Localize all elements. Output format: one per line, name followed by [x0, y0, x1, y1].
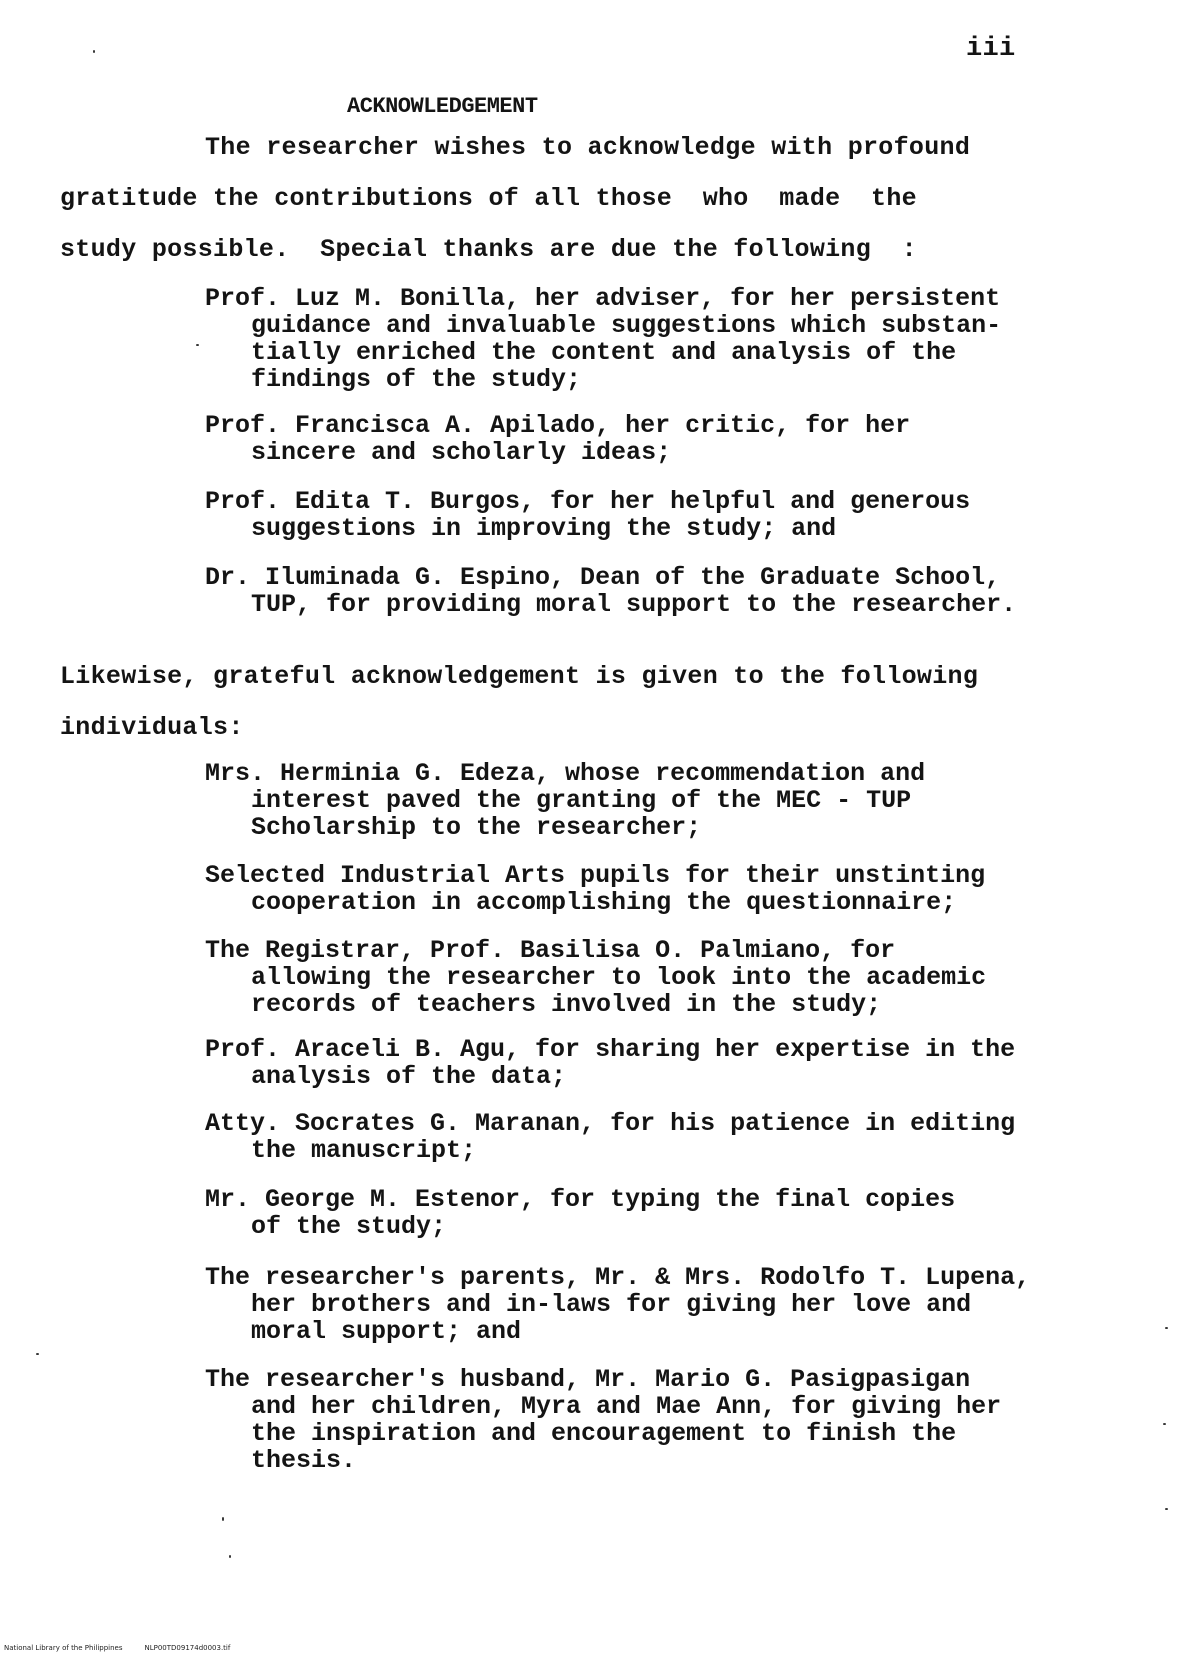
entry-line: The researcher's parents, Mr. & Mrs. Rodolfo T. Lupena, [205, 1263, 1031, 1292]
intro-line-1: The researcher wishes to acknowledge with profound [205, 133, 971, 162]
entry-line: and her children, Myra and Mae Ann, for giving her [251, 1392, 1002, 1421]
entry-line: the inspiration and encouragement to finish the [251, 1419, 957, 1448]
entry-line: Mrs. Herminia G. Edeza, whose recommendation and [205, 759, 926, 788]
entry-line: findings of the study; [251, 365, 582, 394]
entry-line: Prof. Edita T. Burgos, for her helpful and generous [205, 487, 971, 516]
likewise-line-1: Likewise, grateful acknowledgement is given to the following [60, 662, 979, 691]
scan-speck [222, 1517, 224, 1521]
entry-line: analysis of the data; [251, 1062, 567, 1091]
entry-line: her brothers and in-laws for giving her love and [251, 1290, 972, 1319]
entry-line: allowing the researcher to look into the academic [251, 963, 987, 992]
scan-speck [229, 1555, 231, 1558]
thanks-entry-bonilla [205, 285, 1001, 393]
intro-line-2: gratitude the contributions of all those who made the [60, 184, 917, 213]
footer-library: National Library of the Philippines [4, 1644, 123, 1652]
individual-entry-husband [205, 1366, 1001, 1474]
entry-line: of the study; [251, 1212, 447, 1241]
entry-line: Mr. George M. Estenor, for typing the final copies [205, 1185, 956, 1214]
entry-line: cooperation in accomplishing the questionnaire; [251, 888, 957, 917]
entry-line: Scholarship to the researcher; [251, 813, 702, 842]
individual-entry-pupils [205, 862, 985, 916]
entry-line: Atty. Socrates G. Maranan, for his patience in editing [205, 1109, 1016, 1138]
scan-speck [93, 50, 95, 53]
individual-entry-edeza [205, 760, 925, 841]
entry-line: TUP, for providing moral support to the researcher. [251, 590, 1017, 619]
scan-speck [1165, 1508, 1168, 1510]
footer-file-id: NLP00TD09174d0003.tif [144, 1644, 231, 1652]
thanks-entry-apilado [205, 412, 910, 466]
individual-entry-estenor [205, 1186, 955, 1240]
entry-line: interest paved the granting of the MEC - TUP [251, 786, 912, 815]
page-number: iii [966, 34, 1016, 64]
entry-line: Selected Industrial Arts pupils for their unstinting [205, 861, 986, 890]
entry-line: Prof. Francisca A. Apilado, her critic, for her [205, 411, 911, 440]
entry-line: thesis. [251, 1446, 357, 1475]
entry-line: the manuscript; [251, 1136, 477, 1165]
thanks-entry-burgos [205, 488, 970, 542]
individual-entry-maranan [205, 1110, 1015, 1164]
scan-footer [4, 1644, 252, 1652]
entry-line: Dr. Iluminada G. Espino, Dean of the Graduate School, [205, 563, 1001, 592]
entry-line: records of teachers involved in the study; [251, 990, 882, 1019]
individual-entry-parents [205, 1264, 1030, 1345]
individual-entry-agu [205, 1036, 1015, 1090]
scan-speck [1163, 1423, 1166, 1425]
entry-line: moral support; and [251, 1317, 522, 1346]
likewise-line-2: individuals: [60, 713, 244, 742]
entry-line: tially enriched the content and analysis of the [251, 338, 957, 367]
entry-line: The researcher's husband, Mr. Mario G. Pasigpasigan [205, 1365, 971, 1394]
entry-line: guidance and invaluable suggestions which substan- [251, 311, 1002, 340]
individual-entry-registrar [205, 937, 986, 1018]
page-heading: ACKNOWLEDGEMENT [347, 94, 538, 119]
entry-line: The Registrar, Prof. Basilisa O. Palmiano, for [205, 936, 896, 965]
entry-line: suggestions in improving the study; and [251, 514, 837, 543]
scan-speck [36, 1353, 39, 1355]
entry-line: Prof. Araceli B. Agu, for sharing her expertise in the [205, 1035, 1016, 1064]
entry-line: sincere and scholarly ideas; [251, 438, 672, 467]
thanks-entry-espino [205, 564, 1016, 618]
entry-line: Prof. Luz M. Bonilla, her adviser, for her persistent [205, 284, 1001, 313]
intro-line-3: study possible. Special thanks are due the following : [60, 235, 917, 264]
scan-speck [1165, 1327, 1168, 1329]
scan-speck [196, 344, 199, 346]
